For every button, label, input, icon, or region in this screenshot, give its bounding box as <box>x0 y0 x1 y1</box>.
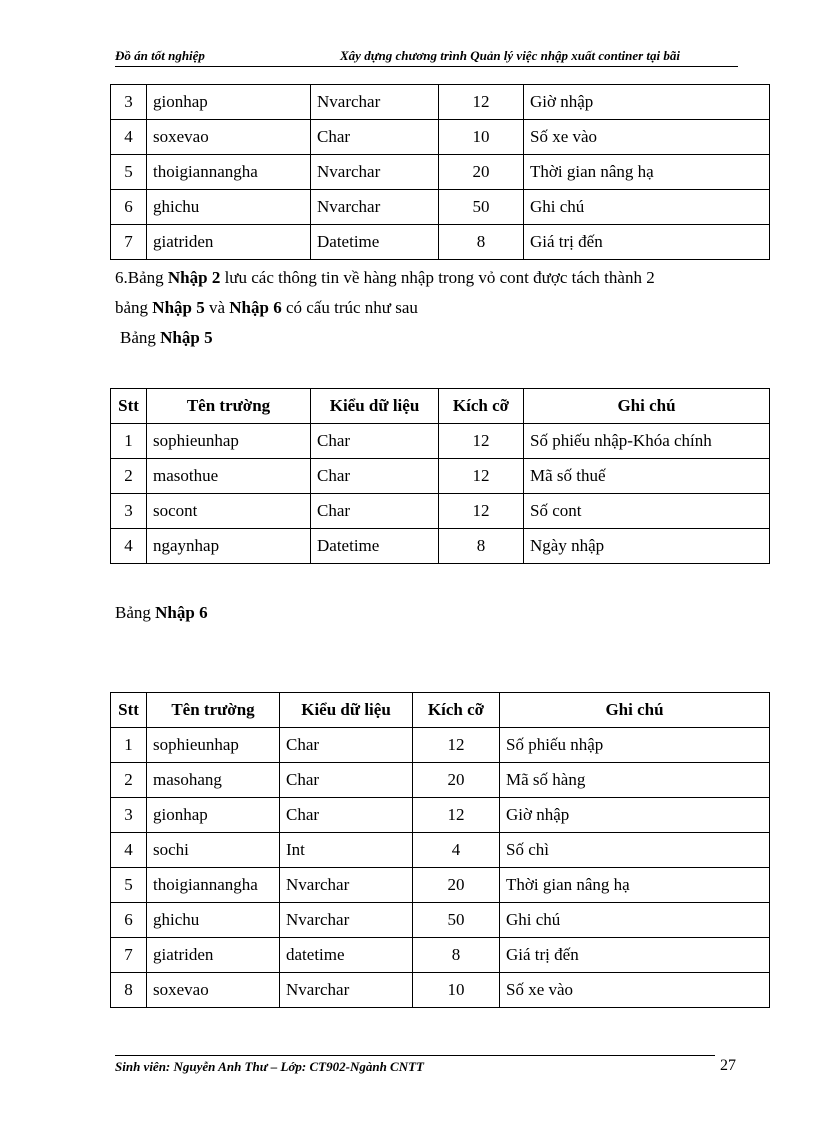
table-cell: 12 <box>439 459 524 494</box>
table-cell: Char <box>280 763 413 798</box>
para-text: có cấu trúc như sau <box>281 298 418 317</box>
para-bold: Nhập 5 <box>152 298 205 317</box>
table-cell: ghichu <box>147 903 280 938</box>
table-row <box>111 85 770 120</box>
table-cell: 4 <box>111 529 147 564</box>
table-row <box>111 120 770 155</box>
table-cell: 1 <box>111 728 147 763</box>
para-text: 6.Bảng <box>115 268 168 287</box>
table-cell: Nvarchar <box>311 155 439 190</box>
table1-body <box>111 85 770 260</box>
table-cell: 2 <box>111 459 147 494</box>
table-cell: 12 <box>439 424 524 459</box>
table-cell: Số xe vào <box>524 120 770 155</box>
table-cell: Giá trị đến <box>524 225 770 260</box>
table-cell: Int <box>280 833 413 868</box>
table-cell: Số phiếu nhập <box>500 728 770 763</box>
footer-rule <box>115 1055 715 1056</box>
caption-text: Bảng <box>115 603 156 622</box>
table-cell: Char <box>280 728 413 763</box>
header-right: Xây dựng chương trình Quản lý việc nhập xuất continer tại bãi <box>340 48 681 63</box>
table-cell: ghichu <box>147 190 311 225</box>
table-cell: Nvarchar <box>280 868 413 903</box>
column-header: Kiểu dữ liệu <box>280 693 413 728</box>
table-cell: Ghi chú <box>500 903 770 938</box>
table-cell: 20 <box>413 868 500 903</box>
para-bold: Nhập 6 <box>229 298 282 317</box>
table-cell: Số chì <box>500 833 770 868</box>
table-cell: Mã số thuế <box>524 459 770 494</box>
table-cell: giatriden <box>147 225 311 260</box>
paragraph-line-2 <box>115 298 418 318</box>
para-text: lưu các thông tin về hàng nhập trong vỏ cont được tách thành 2 <box>220 268 655 287</box>
table-cell: Nvarchar <box>311 190 439 225</box>
table-cell: Char <box>311 120 439 155</box>
table-cell: Char <box>280 798 413 833</box>
table-row <box>111 459 770 494</box>
table-cell: 50 <box>439 190 524 225</box>
table2-header-row <box>111 389 770 424</box>
table-cell: 8 <box>413 938 500 973</box>
table-cell: sophieunhap <box>147 424 311 459</box>
table-cell: 6 <box>111 190 147 225</box>
column-header: Ghi chú <box>500 693 770 728</box>
para-text: bảng <box>115 298 153 317</box>
table-cell: Thời gian nâng hạ <box>524 155 770 190</box>
page-number: 27 <box>720 1057 736 1074</box>
table-cell: 12 <box>413 798 500 833</box>
table-cell: 8 <box>111 973 147 1008</box>
table-cell: Giá trị đến <box>500 938 770 973</box>
table-cell: gionhap <box>147 85 311 120</box>
table-cell: thoigiannangha <box>147 155 311 190</box>
table-cell: Nvarchar <box>280 903 413 938</box>
table-cell: sochi <box>147 833 280 868</box>
column-header: Stt <box>111 693 147 728</box>
table-cell: 3 <box>111 494 147 529</box>
table-cell: 5 <box>111 155 147 190</box>
para-bold: Nhập 2 <box>167 268 221 287</box>
table-cell: 1 <box>111 424 147 459</box>
table-cell: 8 <box>439 225 524 260</box>
table-cell: Ghi chú <box>524 190 770 225</box>
table-row <box>111 938 770 973</box>
table-row <box>111 798 770 833</box>
table-cell: 4 <box>413 833 500 868</box>
table-cell: Số xe vào <box>500 973 770 1008</box>
table-nhap-5 <box>110 388 770 564</box>
table-cell: 7 <box>111 938 147 973</box>
table-cell: Nvarchar <box>311 85 439 120</box>
table-cell: 20 <box>413 763 500 798</box>
table-cell: Char <box>311 494 439 529</box>
table-cell: Số cont <box>524 494 770 529</box>
column-header: Tên trường <box>147 693 280 728</box>
table-cell: thoigiannangha <box>147 868 280 903</box>
table-cell: Datetime <box>311 529 439 564</box>
table-cell: masothue <box>147 459 311 494</box>
table-cell: 50 <box>413 903 500 938</box>
caption-bold: Nhập 5 <box>160 328 213 347</box>
table-row <box>111 424 770 459</box>
table-cell: 3 <box>111 798 147 833</box>
column-header: Kích cỡ <box>439 389 524 424</box>
table2-body <box>111 424 770 564</box>
caption-text: Bảng <box>120 328 161 347</box>
table-cell: 4 <box>111 120 147 155</box>
table-cell: 10 <box>413 973 500 1008</box>
table-row <box>111 728 770 763</box>
table-cell: Thời gian nâng hạ <box>500 868 770 903</box>
table-cell: Char <box>311 459 439 494</box>
table-cell: 12 <box>439 85 524 120</box>
table-row <box>111 763 770 798</box>
table-row <box>111 155 770 190</box>
table-row <box>111 190 770 225</box>
table-cell: 4 <box>111 833 147 868</box>
table-cell: Ngày nhập <box>524 529 770 564</box>
table-cell: Datetime <box>311 225 439 260</box>
table-cell: gionhap <box>147 798 280 833</box>
table-cell: 2 <box>111 763 147 798</box>
table-cell: Mã số hàng <box>500 763 770 798</box>
caption-bold: Nhập 6 <box>155 603 208 622</box>
table-cell: Số phiếu nhập-Khóa chính <box>524 424 770 459</box>
page-header <box>115 48 738 67</box>
caption-nhap-5 <box>120 328 213 348</box>
table-cell: 12 <box>439 494 524 529</box>
column-header: Ghi chú <box>524 389 770 424</box>
table-row <box>111 833 770 868</box>
table-row <box>111 494 770 529</box>
para-text: và <box>204 298 230 317</box>
table-row <box>111 529 770 564</box>
table-cell: Char <box>311 424 439 459</box>
table-cell: 5 <box>111 868 147 903</box>
table-cell: 12 <box>413 728 500 763</box>
table-cell: socont <box>147 494 311 529</box>
table-cell: sophieunhap <box>147 728 280 763</box>
table3-body <box>111 728 770 1008</box>
table-cell: ngaynhap <box>147 529 311 564</box>
table-cell: 20 <box>439 155 524 190</box>
table-cell: masohang <box>147 763 280 798</box>
table-row <box>111 868 770 903</box>
table3-header-row <box>111 693 770 728</box>
table-cell: Nvarchar <box>280 973 413 1008</box>
table-cell: Giờ nhập <box>524 85 770 120</box>
footer-text: Sinh viên: Nguyễn Anh Thư – Lớp: CT902-Ngành CNTT <box>115 1059 424 1074</box>
table-row <box>111 973 770 1008</box>
table-nhap-6 <box>110 692 770 1008</box>
column-header: Kiểu dữ liệu <box>311 389 439 424</box>
table-cell: 10 <box>439 120 524 155</box>
table-cell: soxevao <box>147 120 311 155</box>
table-cell: Giờ nhập <box>500 798 770 833</box>
table-row <box>111 225 770 260</box>
table-row <box>111 903 770 938</box>
table-cell: soxevao <box>147 973 280 1008</box>
table-cell: 8 <box>439 529 524 564</box>
caption-nhap-6 <box>115 603 208 623</box>
table-cell: datetime <box>280 938 413 973</box>
table-cell: 3 <box>111 85 147 120</box>
table-nhap-continued <box>110 84 770 260</box>
table-cell: 6 <box>111 903 147 938</box>
table-cell: 7 <box>111 225 147 260</box>
column-header: Tên trường <box>147 389 311 424</box>
header-left: Đồ án tốt nghiệp <box>115 48 205 63</box>
paragraph-line-1 <box>115 268 655 288</box>
column-header: Stt <box>111 389 147 424</box>
column-header: Kích cỡ <box>413 693 500 728</box>
table-cell: giatriden <box>147 938 280 973</box>
